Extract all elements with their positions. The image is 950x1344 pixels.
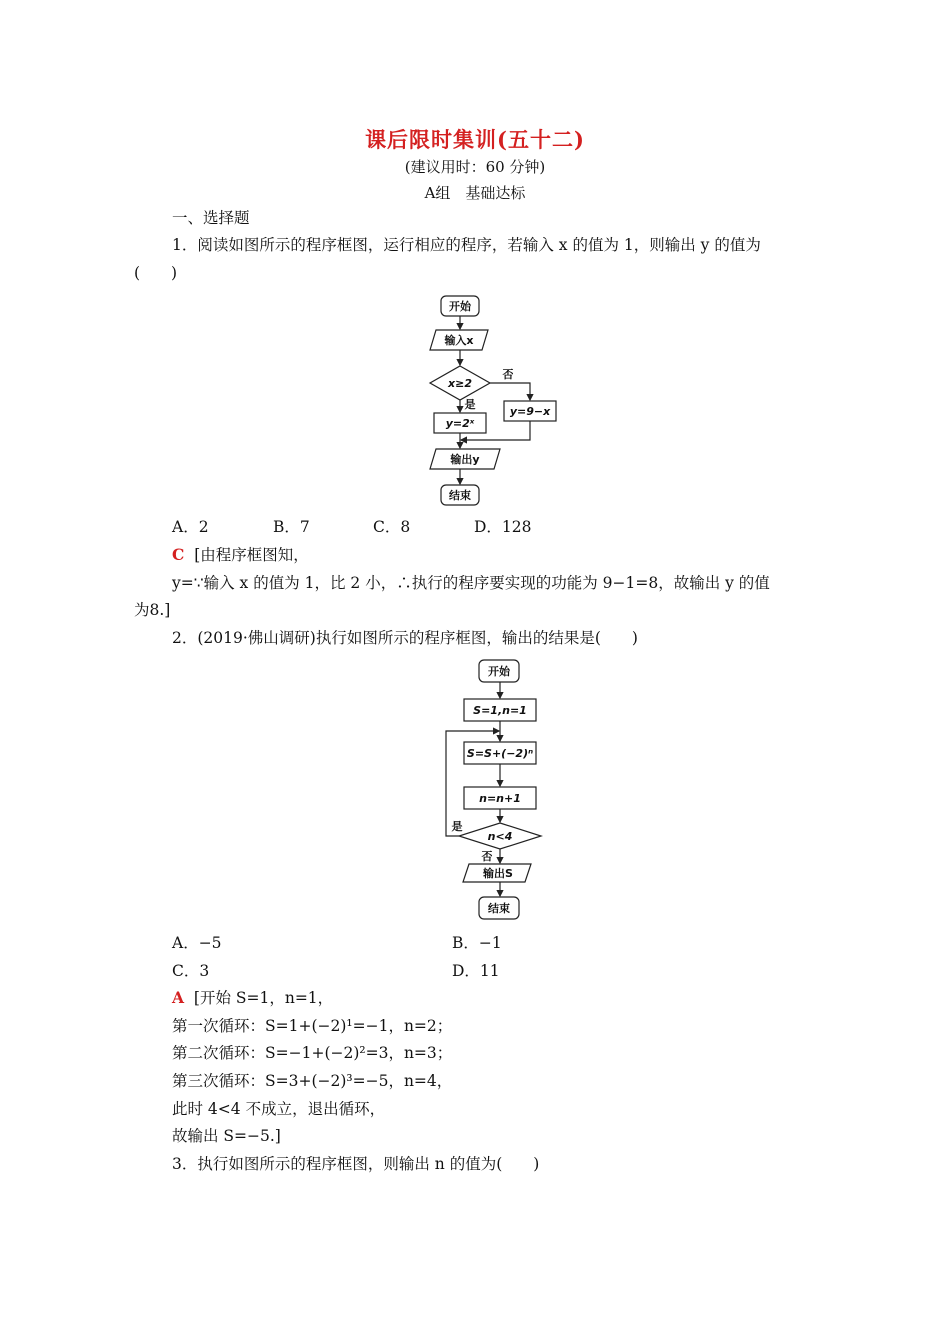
q2-output-label: 输出S — [483, 867, 513, 880]
q2-explanation-line1 — [172, 988, 333, 1008]
q1-flowchart — [420, 292, 570, 510]
q3-stem: 3．执行如图所示的程序框图，则输出 n 的值为( ) — [172, 1155, 540, 1173]
q2-no-label: 否 — [481, 850, 493, 863]
q1-answer: C — [172, 545, 185, 564]
q2-yes-label: 是 — [451, 820, 463, 833]
q2-option-c: C．3 — [172, 962, 210, 980]
q1-option-a: A．2 — [172, 518, 209, 536]
q2-end-label: 结束 — [488, 902, 510, 915]
q2-start-label: 开始 — [488, 665, 510, 678]
q2-option-d: D．11 — [452, 962, 500, 980]
q1-yes-box-label: y=2ˣ — [445, 417, 475, 430]
q2-expl-start: [开始 S=1，n=1， — [193, 989, 334, 1007]
q1-stem: 1．阅读如图所示的程序框图，运行相应的程序，若输入 x 的值为 1，则输出 y 的值为 — [172, 236, 761, 254]
q2-answer: A — [172, 988, 185, 1007]
q2-explanation-line2: 第一次循环：S=1+(−2)¹=−1，n=2； — [172, 1017, 453, 1035]
time-note: (建议用时：60 分钟) — [404, 158, 546, 176]
q2-cond-label: n<4 — [487, 830, 513, 843]
page-title: 课后限时集训(五十二) — [365, 127, 585, 152]
q2-stem: 2．(2019·佛山调研)执行如图所示的程序框图，输出的结果是( ) — [172, 629, 638, 647]
q2-flowchart — [435, 655, 560, 925]
q1-cond-label: x≥2 — [448, 377, 472, 390]
q1-output-label: 输出y — [450, 453, 480, 466]
section-heading: 一、选择题 — [172, 209, 250, 227]
q1-yes-label: 是 — [464, 398, 476, 411]
q1-no-box-label: y=9−x — [509, 405, 551, 418]
q1-end-label: 结束 — [449, 489, 471, 502]
q1-start-label: 开始 — [449, 300, 471, 313]
group-heading: A组 基础达标 — [424, 184, 526, 202]
q1-expl-start: [由程序框图知， — [194, 546, 309, 564]
q2-update-n-label: n=n+1 — [479, 792, 521, 805]
q2-option-b: B．−1 — [452, 934, 502, 952]
q2-option-a: A．−5 — [172, 934, 222, 952]
q1-option-c: C．8 — [373, 518, 411, 536]
q1-no-label: 否 — [502, 368, 514, 381]
q2-explanation-line4: 第三次循环：S=3+(−2)³=−5，n=4， — [172, 1072, 453, 1090]
q1-explanation-line1 — [172, 545, 309, 565]
q2-explanation-line3: 第二次循环：S=−1+(−2)²=3，n=3； — [172, 1044, 453, 1062]
q1-explanation-line3: 为8.] — [134, 601, 171, 619]
q1-option-d: D．128 — [474, 518, 532, 536]
q2-explanation-line5: 此时 4<4 不成立，退出循环， — [172, 1100, 386, 1118]
q2-explanation-line6: 故输出 S=−5.] — [172, 1127, 281, 1145]
q1-option-b: B．7 — [273, 518, 310, 536]
q1-explanation-line2: y=∵输入 x 的值为 1，比 2 小，∴执行的程序要实现的功能为 9−1=8，故输出 y 的值 — [172, 574, 770, 592]
q2-update-s-label: S=S+(−2)ⁿ — [466, 747, 534, 760]
q1-input-label: 输入x — [444, 334, 474, 347]
q1-stem-paren: ( ) — [134, 264, 178, 282]
q2-init-label: S=1,n=1 — [473, 704, 527, 717]
